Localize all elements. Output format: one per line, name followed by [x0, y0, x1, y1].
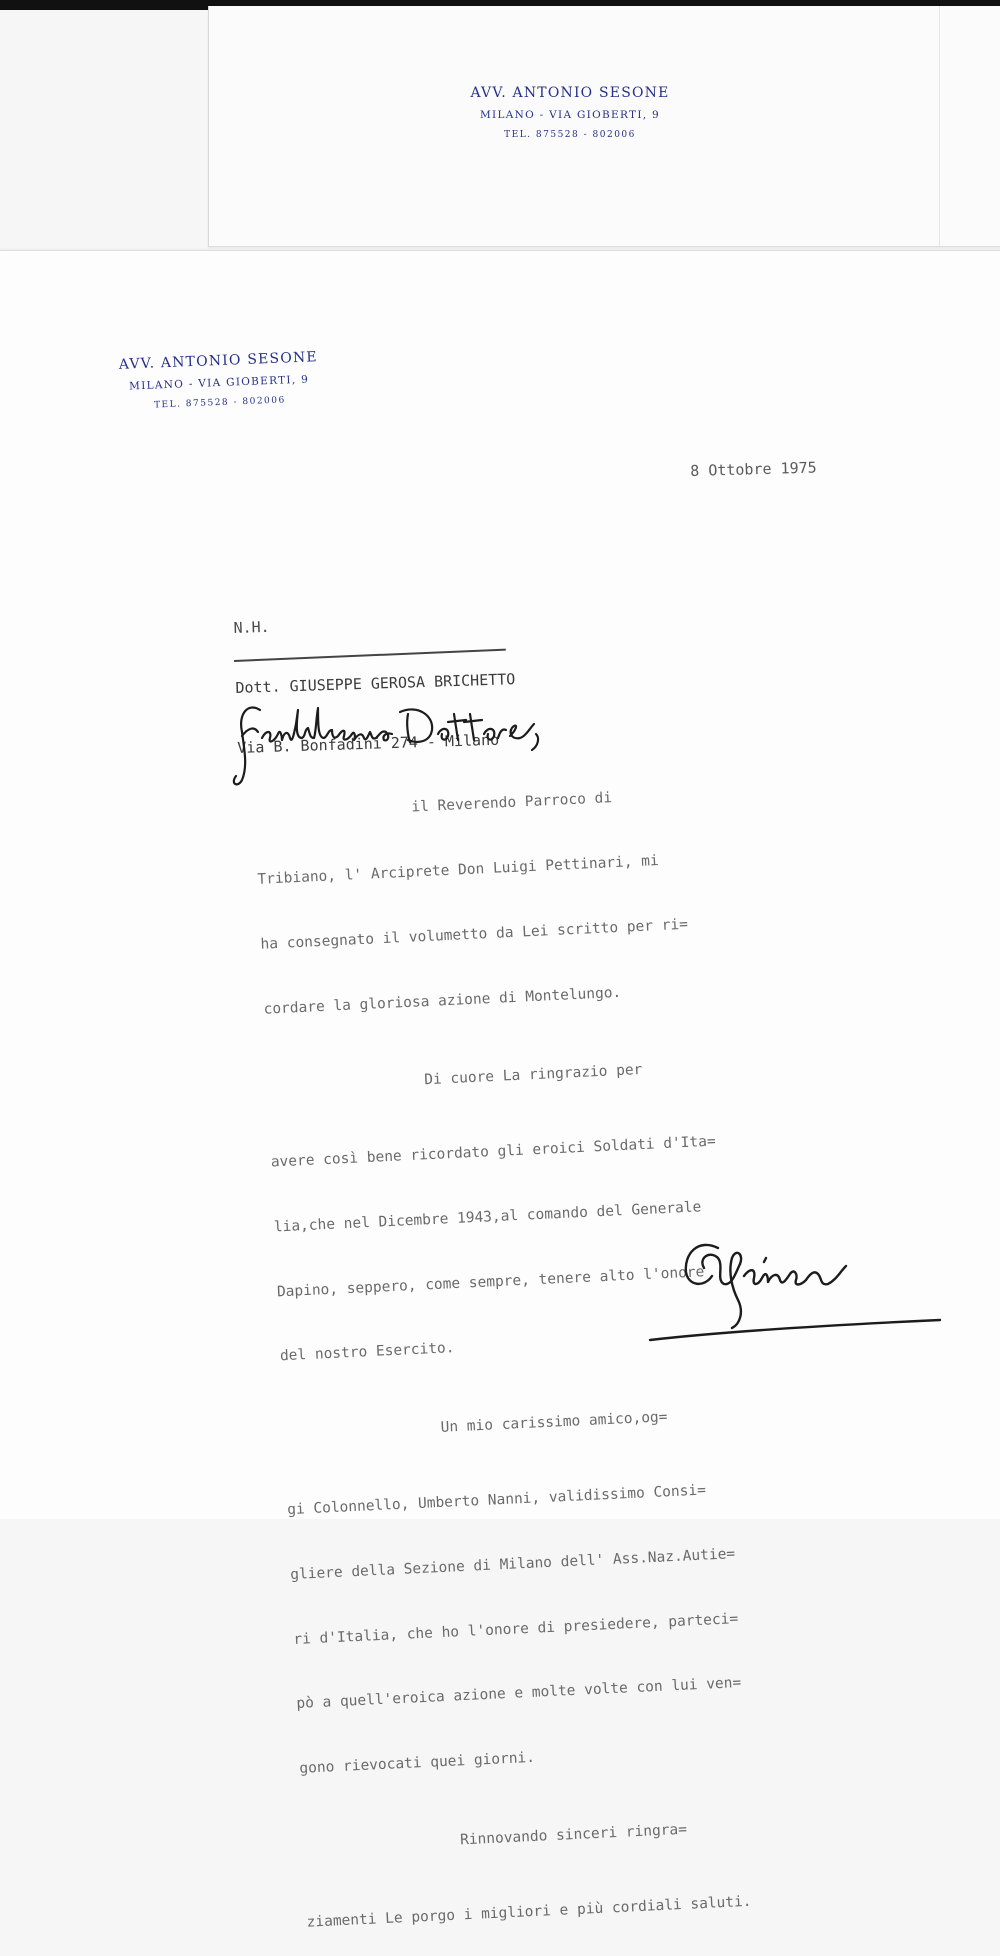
body-line: del nostro Esercito.: [279, 1340, 455, 1365]
body-line: pò a quell'eroica azione e molte volte con lui ven=: [296, 1675, 742, 1713]
body-line: ha consegnato il volumetto da Lei scritto per ri=: [260, 916, 689, 953]
body-line: Dapino, seppero, come sempre, tenere alto l'onore: [276, 1263, 705, 1301]
recipient-street: Via B. Bonfadini 274 - Milano: [237, 730, 500, 757]
body-line: gliere della Sezione di Milano dell' Ass.Naz.Autie=: [289, 1545, 736, 1583]
envelope-letterhead: [440, 82, 700, 144]
envelope-letterhead-address: MILANO - VIA GIOBERTI, 9: [479, 109, 661, 121]
letter-date: 8 Ottobre 1975: [690, 458, 817, 480]
body-line: cordare la gloriosa azione di Montelungo.: [263, 984, 622, 1018]
body-line: il Reverendo Parroco di: [254, 790, 613, 824]
body-line: Rinnovando sinceri ringra=: [302, 1821, 688, 1856]
recipient-title: N.H.: [233, 617, 270, 637]
handwritten-signature: [640, 1228, 950, 1358]
body-line: Di cuore La ringrazio per: [266, 1062, 643, 1096]
letter-letterhead-phone: TEL. 875528 - 802006: [153, 395, 286, 411]
letter-letterhead-name: AVV. ANTONIO SESONE: [118, 349, 319, 373]
envelope-letterhead-phone: TEL. 875528 - 802006: [504, 130, 636, 140]
envelope-fold-line: [939, 6, 940, 246]
body-line: Un mio carissimo amico,og=: [283, 1409, 668, 1444]
body-line: ri d'Italia, che ho l'onore di presiedere, parteci=: [293, 1610, 739, 1648]
envelope-letterhead-name: AVV. ANTONIO SESONE: [470, 85, 670, 101]
body-line: gono rievocati quei giorni.: [299, 1749, 536, 1777]
letter-letterhead-address: MILANO - VIA GIOBERTI, 9: [128, 373, 310, 393]
body-line: Tribiano, l' Arciprete Don Luigi Pettinari, mi: [257, 852, 660, 888]
body-line: lia,che nel Dicembre 1943,al comando del Generale: [273, 1199, 702, 1236]
body-line: ziamenti Le porgo i migliori e più cordiali saluti.: [306, 1893, 752, 1931]
body-line: gi Colonnello, Umberto Nanni, validissimo Consi=: [286, 1482, 707, 1519]
letter-letterhead: [88, 345, 350, 417]
body-line: avere così bene ricordato gli eroici Soldati d'Ita=: [270, 1133, 716, 1171]
recipient-name: Dott. GIUSEPPE GEROSA BRICHETTO: [235, 670, 516, 697]
